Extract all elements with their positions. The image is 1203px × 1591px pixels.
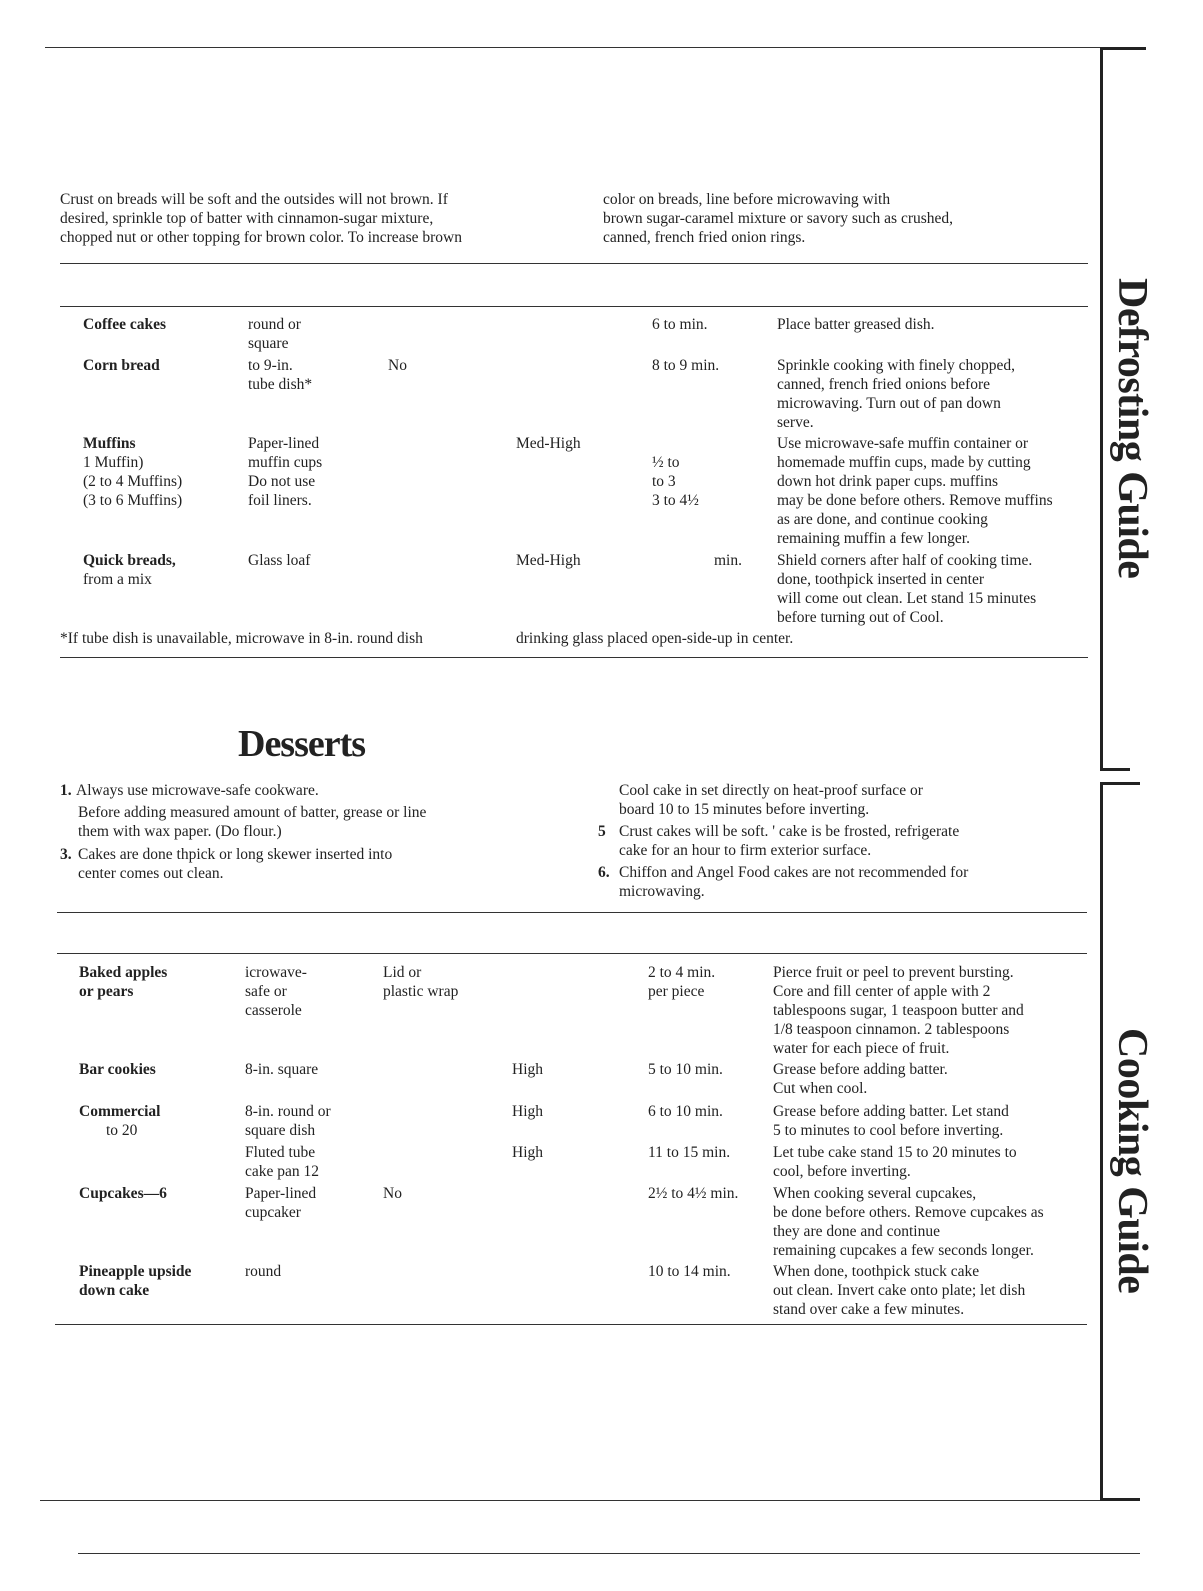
table-row-container: 8-in. square [245, 1061, 319, 1078]
table-row-time: 6 to min. [652, 316, 708, 333]
table-row-food: Baked apples or pears [79, 964, 168, 1000]
tip-number: 1. [60, 782, 72, 799]
table-row-time: ½ to to 3 3 to 4½ [652, 454, 699, 509]
tab-cooking-guide[interactable]: Cooking Guide [1109, 1028, 1155, 1294]
table-row-container: round or square [248, 316, 301, 352]
table-row-time: 8 to 9 min. [652, 357, 720, 374]
top-rule [45, 47, 1145, 48]
table-row-food: Cupcakes—6 [79, 1185, 167, 1202]
table-row-food: Bar cookies [79, 1061, 156, 1078]
tip-number: 5 [598, 823, 606, 840]
table-row-container: round [245, 1263, 282, 1280]
table-row-food: Pineapple upside down cake [79, 1263, 192, 1299]
table-row-time: 2½ to 4½ min. [648, 1185, 739, 1202]
tip-text: Cool cake in set directly on heat-proof surface or board 10 to 15 minutes before inverting. [619, 782, 923, 818]
table-row-time: min. [714, 552, 742, 569]
table-row-power: Med-High [516, 552, 581, 569]
table-row-power: High [512, 1103, 543, 1120]
table-row-container: to 9-in. tube dish* [248, 357, 313, 393]
table-row-power: High [512, 1144, 543, 1161]
tip-text: Crust cakes will be soft. ' cake is be frosted, refrigerate cake for an hour to firm exterior surface. [619, 823, 960, 859]
desserts-tips-bottom-rule [57, 912, 1087, 913]
tip-text: Before adding measured amount of batter, grease or line them with wax paper. (Do flour.) [78, 804, 427, 840]
desserts-table-bottom-rule [55, 1324, 1087, 1325]
table-row-comments: Pierce fruit or peel to prevent bursting. Core and fill center of apple with 2 tablespoons sugar, 1 teaspoon butter and 1/8 teaspoon cinnamon. 2 tablespoons water for each piece of fruit. [773, 964, 1024, 1057]
table-footnote: *If tube dish is unavailable, microwave in 8-in. round dish [60, 630, 423, 647]
table-row-comments: Shield corners after half of cooking time. done, toothpick inserted in center will come out clean. Let stand 15 minutes before turning out of Cool. [777, 552, 1037, 626]
table-row-food: Corn bread [83, 357, 160, 374]
footer-rule [78, 1553, 1140, 1554]
section-title: Desserts [238, 723, 366, 765]
breads-table-bottom-rule [60, 657, 1088, 658]
table-row-power: High [512, 1061, 543, 1078]
table-row-time: 11 to 15 min. [648, 1144, 731, 1161]
table-row-comments: Use microwave-safe muffin container or homemade muffin cups, made by cutting down hot drink paper cups. muffins may be done before others. Remove muffins as are done, and continue cooking remaining muffin a few longer. [777, 435, 1053, 547]
breads-table-top-rule [60, 306, 1088, 307]
table-row-food-detail: to 20 [106, 1122, 138, 1139]
table-footnote-cont: drinking glass placed open-side-up in center. [516, 630, 794, 647]
tip-number: 6. [598, 864, 610, 881]
table-row-comments: When done, toothpick stuck cake out clean. Invert cake onto plate; let dish stand over cake a few minutes. [773, 1263, 1026, 1318]
desserts-table-top-rule [57, 953, 1087, 954]
table-row-time: 5 to 10 min. [648, 1061, 723, 1078]
table-row-container: Paper-lined cupcaker [245, 1185, 317, 1221]
tab-divider-line [1100, 47, 1103, 769]
table-row-food-detail: 1 Muffin) (2 to 4 Muffins) (3 to 6 Muffins) [83, 454, 183, 509]
intro-right-text: color on breads, line before microwaving with brown sugar-caramel mixture or savory such as crushed, canned, french fried onion rings. [603, 191, 954, 246]
table-row-time: 6 to 10 min. [648, 1103, 723, 1120]
tab-mid-edge-lower [1100, 782, 1140, 785]
tip-text: Cakes are done thpick or long skewer inserted into center comes out clean. [78, 846, 393, 882]
table-row-comments: Grease before adding batter. Let stand 5 to minutes to cool before inverting. [773, 1103, 1009, 1139]
tab-bottom-edge [1100, 1498, 1140, 1501]
table-row-food: Commercial [79, 1103, 161, 1120]
bottom-rule [40, 1500, 1140, 1501]
table-row-comments: Let tube cake stand 15 to 20 minutes to cool, before inverting. [773, 1144, 1017, 1180]
table-row-food: Muffins [83, 435, 136, 452]
tab-divider-line [1100, 782, 1103, 1500]
table-row-cover: No [388, 357, 407, 374]
intro-bottom-rule [60, 263, 1088, 264]
intro-left-text: Crust on breads will be soft and the outsides will not brown. If desired, sprinkle top of batter with cinnamon-sugar mixture, chopped nut or other topping for brown color. To increase brown [60, 191, 462, 246]
table-row-comments: Grease before adding batter. Cut when cool. [773, 1061, 948, 1097]
table-row-comments: Sprinkle cooking with finely chopped, canned, french fried onions before microwaving. Turn out of pan down serve. [777, 357, 1016, 431]
table-row-comments: Place batter greased dish. [777, 316, 935, 333]
table-row-container: icrowave- safe or casserole [245, 964, 307, 1019]
table-row-food: Coffee cakes [83, 316, 167, 333]
table-row-container: Paper-lined muffin cups Do not use foil liners. [248, 435, 323, 509]
table-row-cover: No [383, 1185, 402, 1202]
table-row-food-detail: from a mix [83, 571, 152, 588]
table-row-cover: Lid or plastic wrap [383, 964, 459, 1000]
table-row-food: Quick breads, [83, 552, 176, 569]
tab-defrosting-guide[interactable]: Defrosting Guide [1109, 278, 1155, 579]
tab-top-edge [1100, 47, 1146, 50]
tip-number: 3. [60, 846, 72, 863]
tip-text: Always use microwave-safe cookware. [76, 782, 319, 799]
tip-text: Chiffon and Angel Food cakes are not recommended for microwaving. [619, 864, 969, 900]
table-row-power: Med-High [516, 435, 581, 452]
tab-mid-edge-upper [1100, 768, 1130, 771]
table-row-container: Fluted tube cake pan 12 [245, 1144, 320, 1180]
table-row-time: 2 to 4 min. per piece [648, 964, 716, 1000]
table-row-container: 8-in. round or square dish [245, 1103, 331, 1139]
table-row-time: 10 to 14 min. [648, 1263, 731, 1280]
table-row-container: Glass loaf [248, 552, 311, 569]
table-row-comments: When cooking several cupcakes, be done before others. Remove cupcakes as they are done and continue remaining cupcakes a few seconds longer. [773, 1185, 1044, 1259]
